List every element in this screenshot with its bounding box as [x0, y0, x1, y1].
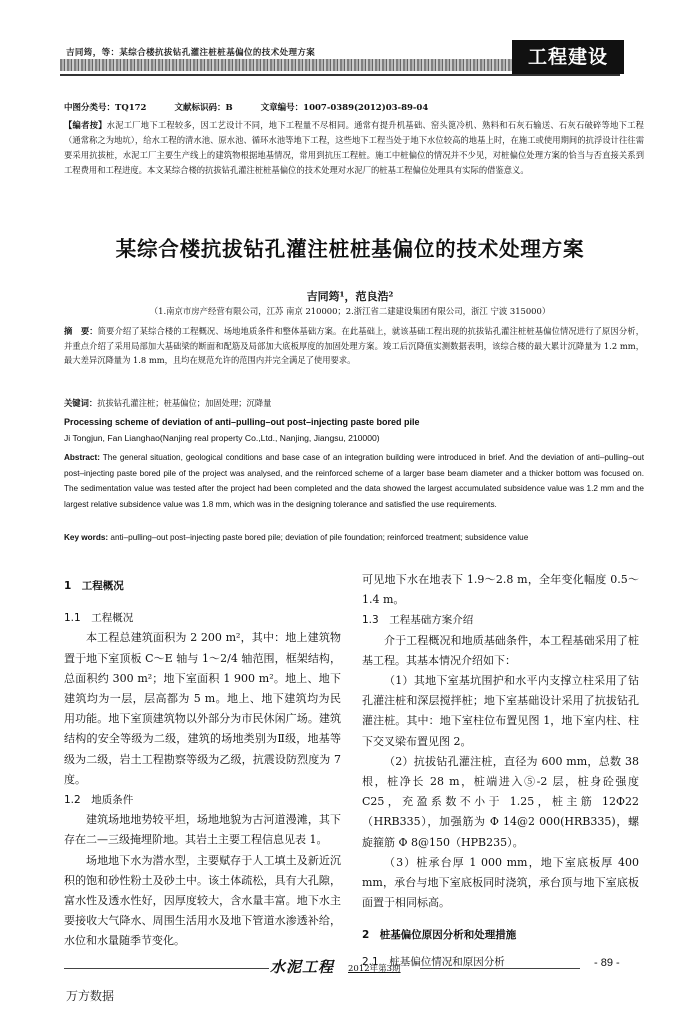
running-title: 吉同筠，等：某综合楼抗拔钻孔灌注桩桩基偏位的技术处理方案 [66, 48, 316, 58]
page-number: - 89 - [594, 957, 620, 969]
subsection-heading-1-3: 1.3 工程基础方案介绍 [362, 614, 474, 627]
abstract-cn [64, 324, 644, 368]
journal-issue: 2012年第3期 [348, 964, 401, 974]
editor-note-label: 【编者按】 [64, 120, 107, 130]
paragraph-item-1: （1）其地下室基坑围护和水平内支撑立柱采用了钻孔灌注桩和深层搅拌桩；地下室基础设计采用了抗拔钻孔灌注桩。其中：地下室柱位布置见图 1，地下室内柱、柱下交叉梁布置见图 2。 [362, 674, 639, 748]
header-divider [60, 74, 620, 76]
affiliation: （1.南京市房产经营有限公司，江苏 南京 210000；2.浙江省二建建设集团有限公司，浙江 宁波 315000） [149, 306, 551, 316]
authors: 吉同筠¹，范良浩² [306, 290, 394, 303]
paragraph-overview: 本工程总建筑面积为 2 200 m²，其中：地上建筑物置于地下室顶板 C～E 轴与 1～2/4 轴范围，框架结构，总面积约 300 m²；地下室面积 1 900 m²。地上、地下建筑均为一层，层高都为 5 m。地上、地下建筑均为民用功能。地下室顶建筑物以外部分为市民休闲广场。建筑结构的安全等级为二级，建筑的场地类别为Ⅱ级，地基等级为二级，岩土工程勘察等级为乙级，抗震设防烈度为 7 度。 [64, 631, 341, 786]
journal-name: 水泥工程 [270, 958, 335, 976]
subsection-heading-1-1: 1.1 工程概况 [64, 612, 134, 625]
keywords-cn [64, 397, 644, 409]
paragraph-item-2: （2）抗拔钻孔灌注桩，直径为 600 mm，总数 38 根，桩净长 28 m，桩端进入⑤-2 层，桩身砼强度 C25，充盈系数不小于 1.25，桩主筋 12Φ22（HRB335），加强筋为 Φ 14@2 000(HRB335)，螺旋箍筋 Φ 8@150（HPB235）。 [362, 754, 639, 849]
subsection-heading-2-1: 2.1 桩基偏位情况和原因分析 [362, 955, 505, 968]
editor-note [64, 118, 644, 178]
english-abstract-label: Abstract: [64, 453, 100, 462]
english-authors: Ji Tongjun, Fan Lianghao(Nanjing real property Co.,Ltd., Nanjing, Jiangsu, 210000) [64, 433, 380, 443]
english-title: Processing scheme of deviation of anti–pulling–out post–injecting paste bored pile [64, 417, 420, 427]
english-keywords [64, 533, 644, 542]
document-code: 文献标识码：B [174, 103, 233, 113]
body-column-left [64, 570, 341, 952]
english-abstract-text: The general situation, geological conditions and base case of an integration building were introduced in brief. And the deviation of anti–pulling–out post–injecting paste bored pile of the project was analysed, and the reinforced scheme of a larger base beam diameter and a thicker bottom was focused on. The sedimentation value was tested after the project had been completed and the data showed the largest accumulated subsidence value was 1.2 mm and the largest relative subsidence value was 1.8 mm, which was in the designing tolerance and satisfied the use requirements. [64, 453, 644, 509]
running-header [60, 34, 620, 82]
paragraph-foundation-intro: 介于工程概况和地质基础条件，本工程基础采用了桩基工程。其基本情况介绍如下： [362, 633, 639, 667]
english-keywords-label: Key words: [64, 533, 109, 542]
section-heading-1: 1 工程概况 [64, 580, 124, 592]
section-badge: 工程建设 [512, 40, 624, 74]
paragraph-groundwater: 场地地下水为潜水型，主要赋存于人工填土及新近沉积的饱和砂性粉土及砂土中。该土体疏松，具有大孔隙，富水性及透水性好，因厚度较大，含水量丰富。地下水主要接收大气降水、周围生活用水及地下管道水渗透补给，水位和水量随季节变化。 [64, 853, 341, 948]
article-number: 文章编号：1007-0389(2012)03-89-04 [260, 103, 429, 113]
subsection-heading-1-2: 1.2 地质条件 [64, 794, 134, 807]
abstract-cn-label: 摘 要： [64, 326, 98, 336]
footer-rule-right [420, 968, 580, 969]
keywords-cn-text: 抗拔钻孔灌注桩；桩基偏位；加固处理；沉降量 [97, 398, 272, 408]
abstract-cn-text: 简要介绍了某综合楼的工程概况、场地地质条件和整体基础方案。在此基础上，就该基础工程出现的抗拔钻孔灌注桩桩基偏位情况进行了原因分析，并重点介绍了采用局部加大基础梁的断面和配筋及局部加大底板厚度的加固处理方案。竣工后沉降值实测数据表明，该综合楼的最大累计沉降量为 1.2 mm，最大差异沉降量为 1.8 mm，且均在规范允许的范围内并完全满足了使用要求。 [64, 326, 644, 365]
english-abstract [64, 450, 644, 512]
watermark: 万方数据 [66, 989, 115, 1003]
paper-title: 某综合楼抗拔钻孔灌注桩桩基偏位的技术处理方案 [115, 237, 585, 261]
footer-rule-left [64, 968, 269, 969]
keywords-cn-label: 关键词： [64, 398, 98, 408]
editor-note-text: 水泥工厂地下工程较多，因工艺设计不同，地下工程量不尽相同。通常有提升机基础、窑头篦冷机、熟料和石灰石输送、石灰石破碎等地下工程（通常称之为地坑），给水工程的清水池、原水池、循环水池等地下工程，这些地下工程当处于地下水位较高的地基上时，在施工或使用期间的抗浮设计往往需要采用抗拔桩，水泥工厂主要生产线上的建筑物根据地基情况，常用到抗压工程桩。施工中桩偏位的情况并不少见，对桩偏位处理方案的恰当与否直接关系到工程费用和工程进度。本文某综合楼的抗拔钻孔灌注桩桩基偏位的技术处理对水泥厂的桩基工程偏位处理具有实际的借鉴意义。 [64, 120, 644, 175]
english-keywords-text: anti–pulling–out post–injecting paste bored pile; deviation of pile foundation; reinforced treatment; subsidence value [110, 533, 529, 542]
paragraph-item-3: （3）桩承台厚 1 000 mm，地下室底板厚 400 mm，承台与地下室底板同时浇筑，承台顶与地下室底板面置于相同标高。 [362, 855, 639, 910]
clc-number: 中图分类号：TQ172 [64, 103, 147, 113]
body-column-right [362, 570, 639, 972]
paragraph-site: 建筑场地地势较平坦，场地地貌为古河道漫滩，其下存在二—三级掩埋阶地。其岩土主要工程信息见表 1。 [64, 813, 341, 847]
header-texture-rule [60, 59, 512, 71]
paragraph-water-level: 可见地下水在地表下 1.9～2.8 m，全年变化幅度 0.5～1.4 m。 [362, 573, 639, 607]
section-heading-2: 2 桩基偏位原因分析和处理措施 [362, 929, 517, 942]
article-meta [64, 101, 644, 113]
